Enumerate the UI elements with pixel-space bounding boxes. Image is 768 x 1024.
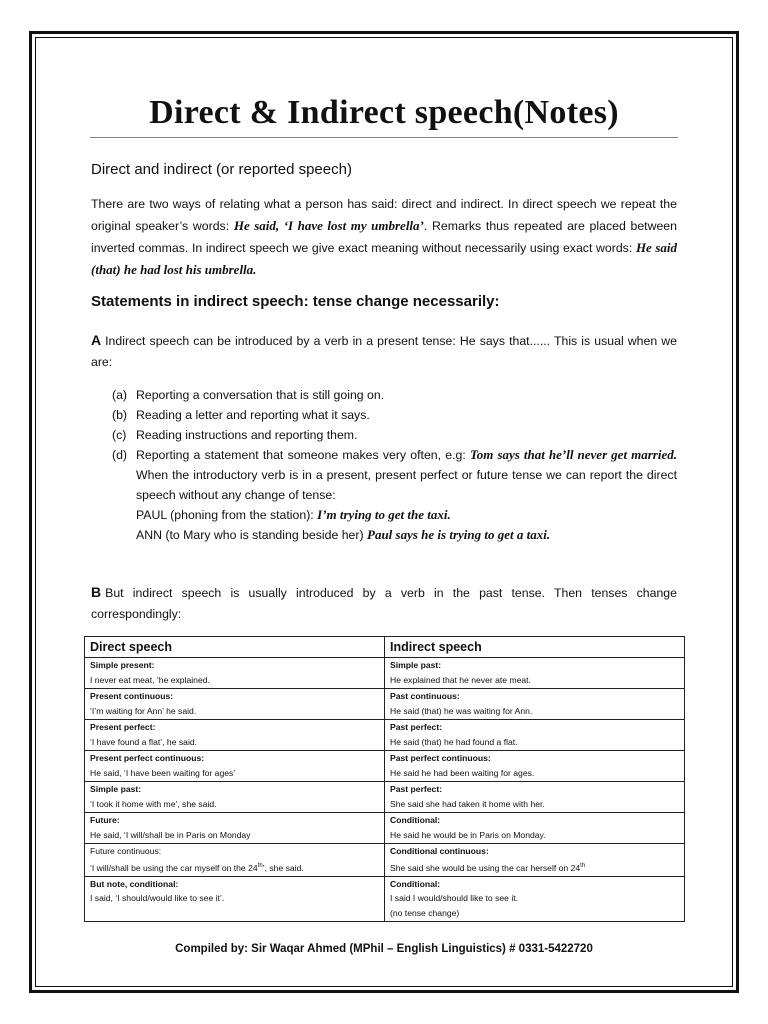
footer-credit: Compiled by: Sir Waqar Ahmed (MPhil – English Linguistics) # 0331-5422720 (175, 943, 593, 955)
table-row: Present perfect: ‘I have found a flat’, he said. Past perfect: He said (that) he had found a flat. (85, 720, 685, 751)
heading-statements: Statements in indirect speech: tense change necessarily: (91, 293, 500, 310)
table-row: Present continuous: ‘I’m waiting for Ann’ he said. Past continuous: He said (that) he was waiting for Ann. (85, 689, 685, 720)
list-item: (a) Reporting a conversation that is still going on. (112, 388, 385, 402)
list-item-d: (d) Reporting a statement that someone makes very often, e.g: Tom says that he’ll never get married. When the introductory verb is in a present, present perfect or future tense we can report the direct speech without any change of tense: PAUL (phoning from the station): I’m trying to get the taxi. ANN (to Mary who is standing beside her) Paul says he is trying to get a taxi. (112, 447, 677, 542)
section-b-letter: B (91, 584, 102, 600)
intro-paragraph: There are two ways of relating what a person has said: direct and indirect. In direct speech we repeat the original speaker’s words: He said, ‘I have lost my umbrella’. Remarks thus repeated are placed between inverted commas. In indirect speech we give exact meaning without necessarily using exact words: He said (that) he had lost his umbrella. (91, 197, 677, 277)
table-row: Simple present: I never eat meat, ‘he explained. Simple past: He explained that he never ate meat. (85, 658, 685, 689)
table-row: Simple past: ‘I took it home with me’, she said. Past perfect: She said she had taken it home with her. (85, 782, 685, 813)
table-header: Indirect speech (385, 637, 685, 658)
page-title: Direct & Indirect speech(Notes) (149, 94, 619, 131)
title-underline (90, 137, 678, 138)
section-b-paragraph: B But indirect speech is usually introduced by a verb in the past tense. Then tenses change correspondingly: (91, 584, 677, 621)
example-direct: He said, ‘I have lost my umbrella’ (233, 218, 424, 233)
table-row: Future: He said, ‘I will/shall be in Paris on Monday Conditional: He said he would be in Paris on Monday. (85, 813, 685, 844)
heading-direct-indirect: Direct and indirect (or reported speech) (91, 161, 352, 178)
table-header: Direct speech (85, 637, 385, 658)
table-row: Present perfect continuous: He said, ‘I have been waiting for ages’ Past perfect continuous: He said he had been waiting for ages. (85, 751, 685, 782)
tense-change-table (84, 636, 685, 922)
table-row: But note, conditional: I said, ‘I should/would like to see it’. Conditional: I said I would/should like to see it. (no tense change) (85, 876, 685, 922)
list-item: (b) Reading a letter and reporting what it says. (112, 408, 370, 422)
section-a-paragraph: A Indirect speech can be introduced by a verb in a present tense: He says that...... This is usual when we are: (91, 332, 677, 369)
section-a-letter: A (91, 332, 102, 348)
example-indirect: He said (that) he had lost his umbrella. (91, 240, 677, 277)
list-item: (c) Reading instructions and reporting them. (112, 428, 358, 442)
table-row: Future continuous: ‘I will/shall be using the car myself on the 24th’, she said. Conditional continuous: She said she would be using the car herself on 24th (85, 844, 685, 877)
